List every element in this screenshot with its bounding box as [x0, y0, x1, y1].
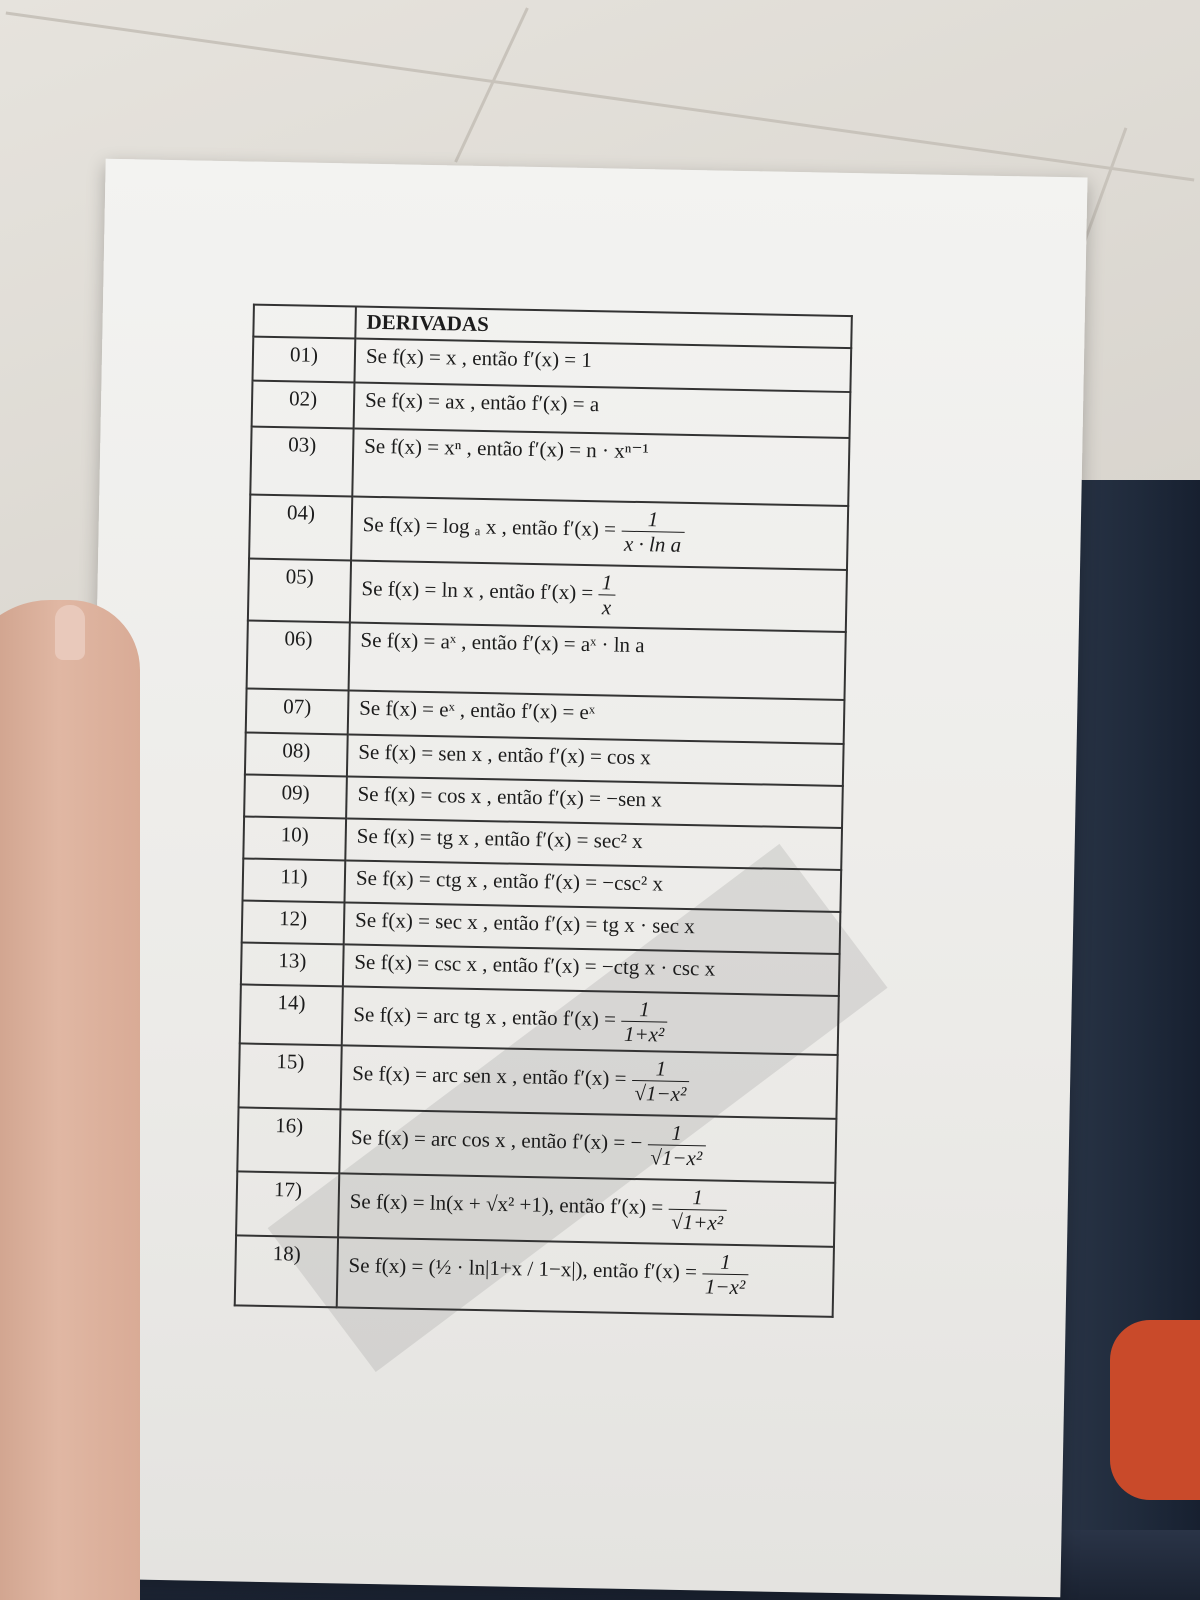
row-number: 05) [248, 559, 351, 623]
row-number: 11) [243, 858, 346, 902]
row-formula: Se f(x) = sen x , então f′(x) = cos x [347, 734, 844, 786]
formula-text: Se f(x) = arc tg x , então f′(x) = [353, 1002, 617, 1032]
numerator: 1 [639, 997, 651, 1022]
denominator: x · ln a [621, 531, 685, 557]
row-formula [337, 1238, 834, 1318]
row-formula: Se f(x) = tg x , então f′(x) = sec² x [345, 818, 842, 870]
fraction [621, 507, 685, 557]
row-number: 15) [239, 1044, 342, 1110]
row-formula [351, 497, 848, 571]
paper-sheet [78, 159, 1087, 1598]
numerator: 1 [692, 1185, 704, 1210]
row-formula: Se f(x) = xⁿ , então f′(x) = n · xⁿ⁻¹ [352, 429, 849, 507]
red-chair [1110, 1320, 1200, 1500]
row-formula: Se f(x) = aˣ , então f′(x) = aˣ · ln a [349, 622, 846, 700]
row-number: 08) [245, 732, 348, 776]
denominator: x [598, 594, 615, 619]
formula-text: Se f(x) = arc cos x , então f′(x) = − [350, 1125, 643, 1155]
row-formula [350, 560, 847, 632]
table-row [249, 495, 848, 570]
row-number: 14) [240, 984, 343, 1045]
table-row [237, 1108, 836, 1183]
row-formula: Se f(x) = ctg x , então f′(x) = −csc² x [344, 860, 841, 912]
hand-thumb [0, 600, 140, 1600]
table-row [248, 559, 847, 632]
numerator: 1 [720, 1249, 731, 1275]
row-formula: Se f(x) = x , então f′(x) = 1 [354, 339, 851, 393]
row-formula [341, 1046, 838, 1120]
row-formula [338, 1174, 835, 1248]
table-row [236, 1172, 835, 1247]
formula-text: Se f(x) = (½ · ln|1+x / 1−x|), então f′(x) = [348, 1253, 698, 1284]
table-row [250, 427, 849, 506]
row-formula: Se f(x) = eˣ , então f′(x) = eˣ [348, 690, 845, 744]
row-formula: Se f(x) = sec x , então f′(x) = tg x · sec x [344, 902, 841, 954]
numerator: 1 [655, 1056, 667, 1081]
row-number: 16) [237, 1108, 340, 1174]
formula-text: Se f(x) = log ₐ x , então f′(x) = [362, 512, 617, 542]
fraction [621, 997, 668, 1047]
row-formula: Se f(x) = csc x , então f′(x) = −ctg x · csc x [343, 944, 840, 996]
table-row [239, 1044, 838, 1119]
row-number: 03) [250, 427, 353, 497]
row-formula: Se f(x) = ax , então f′(x) = a [354, 383, 851, 439]
denominator: √1−x² [647, 1145, 705, 1171]
thumb-nail [55, 605, 85, 660]
fraction [598, 570, 615, 620]
denominator: √1+x² [668, 1209, 726, 1235]
fraction [668, 1185, 727, 1235]
denominator: √1−x² [631, 1080, 689, 1106]
row-number: 10) [243, 816, 346, 860]
header-empty-cell [253, 305, 356, 339]
fraction [647, 1121, 706, 1171]
fraction [702, 1250, 749, 1300]
formula-text: Se f(x) = ln x , então f′(x) = [361, 576, 594, 605]
row-number: 01) [252, 337, 355, 383]
row-number: 13) [241, 942, 344, 986]
numerator: 1 [601, 570, 613, 595]
row-formula [342, 986, 839, 1055]
denominator: 1+x² [621, 1021, 668, 1047]
row-formula [339, 1110, 836, 1184]
row-number: 06) [247, 621, 350, 691]
row-formula: Se f(x) = cos x , então f′(x) = −sen x [346, 776, 843, 828]
formula-text: Se f(x) = arc sen x , então f′(x) = [351, 1061, 627, 1091]
row-number: 09) [244, 774, 347, 818]
row-number: 02) [252, 381, 355, 429]
table-title: DERIVADAS [355, 307, 852, 349]
fraction [631, 1056, 690, 1106]
formula-text: Se f(x) = ln(x + √x² +1), então f′(x) = [349, 1189, 664, 1220]
denominator: 1−x² [702, 1274, 749, 1300]
row-number: 17) [236, 1172, 339, 1238]
numerator: 1 [671, 1121, 683, 1146]
numerator: 1 [647, 507, 659, 532]
table-row [247, 621, 846, 700]
row-number: 12) [242, 900, 345, 944]
table-row [235, 1236, 834, 1317]
row-number: 04) [249, 495, 352, 561]
row-number: 07) [246, 689, 349, 735]
row-number: 18) [235, 1236, 338, 1308]
derivatives-table [234, 304, 853, 1319]
